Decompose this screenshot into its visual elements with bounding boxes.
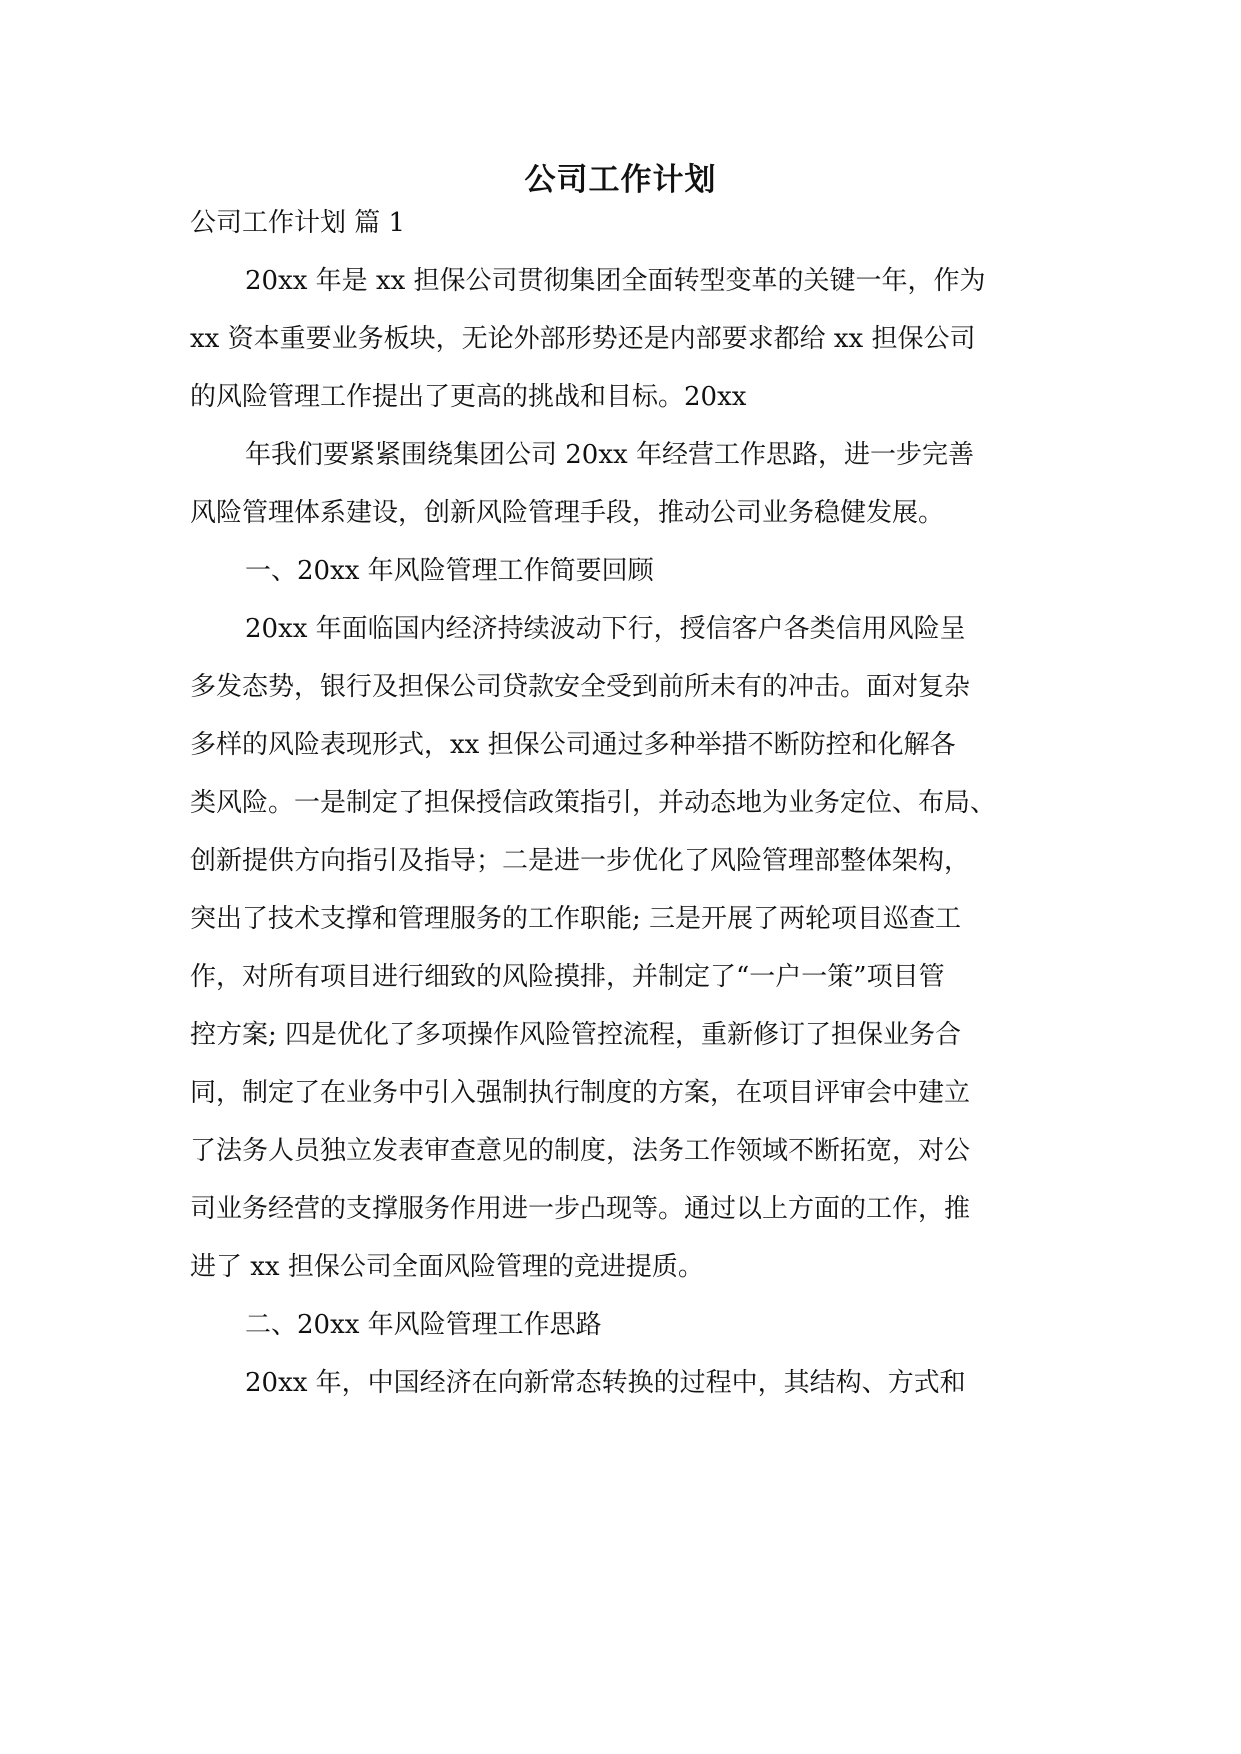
section-subtitle: 公司工作计划 篇 1 — [190, 208, 406, 238]
body-line: 了法务人员独立发表审查意见的制度，法务工作领域不断拓宽，对公 — [190, 1136, 971, 1166]
body-line: 同，制定了在业务中引入强制执行制度的方案，在项目评审会中建立 — [190, 1078, 971, 1108]
body-line: 作，对所有项目进行细致的风险摸排，并制定了“一户一策”项目管 — [190, 962, 945, 992]
body-line: 多样的风险表现形式，xx 担保公司通过多种举措不断防控和化解各 — [190, 730, 956, 760]
body-line: 年我们要紧紧围绕集团公司 20xx 年经营工作思路，进一步完善 — [245, 440, 974, 470]
body-line: 20xx 年是 xx 担保公司贯彻集团全面转型变革的关键一年，作为 — [245, 266, 986, 296]
body-line: 司业务经营的支撑服务作用进一步凸现等。通过以上方面的工作，推 — [190, 1194, 971, 1224]
body-line: 类风险。一是制定了担保授信政策指引，并动态地为业务定位、布局、 — [190, 788, 997, 818]
body-line: 20xx 年，中国经济在向新常态转换的过程中，其结构、方式和 — [245, 1368, 966, 1398]
body-line: 进了 xx 担保公司全面风险管理的竞进提质。 — [190, 1252, 704, 1282]
section-heading-1: 一、20xx 年风险管理工作简要回顾 — [245, 556, 654, 586]
document-title: 公司工作计划 — [524, 162, 717, 198]
body-line: 多发态势，银行及担保公司贷款安全受到前所未有的冲击。面对复杂 — [190, 672, 971, 702]
body-line: 20xx 年面临国内经济持续波动下行，授信客户各类信用风险呈 — [245, 614, 966, 644]
body-line: 突出了技术支撑和管理服务的工作职能; 三是开展了两轮项目巡查工 — [190, 904, 962, 934]
body-line: 的风险管理工作提出了更高的挑战和目标。20xx — [190, 382, 747, 412]
body-line: 风险管理体系建设，创新风险管理手段，推动公司业务稳健发展。 — [190, 498, 945, 528]
body-line: 创新提供方向指引及指导；二是进一步优化了风险管理部整体架构， — [190, 846, 971, 876]
body-line: 控方案; 四是优化了多项操作风险管控流程，重新修订了担保业务合 — [190, 1020, 962, 1050]
body-line: xx 资本重要业务板块，无论外部形势还是内部要求都给 xx 担保公司 — [190, 324, 976, 354]
section-heading-2: 二、20xx 年风险管理工作思路 — [245, 1310, 602, 1340]
